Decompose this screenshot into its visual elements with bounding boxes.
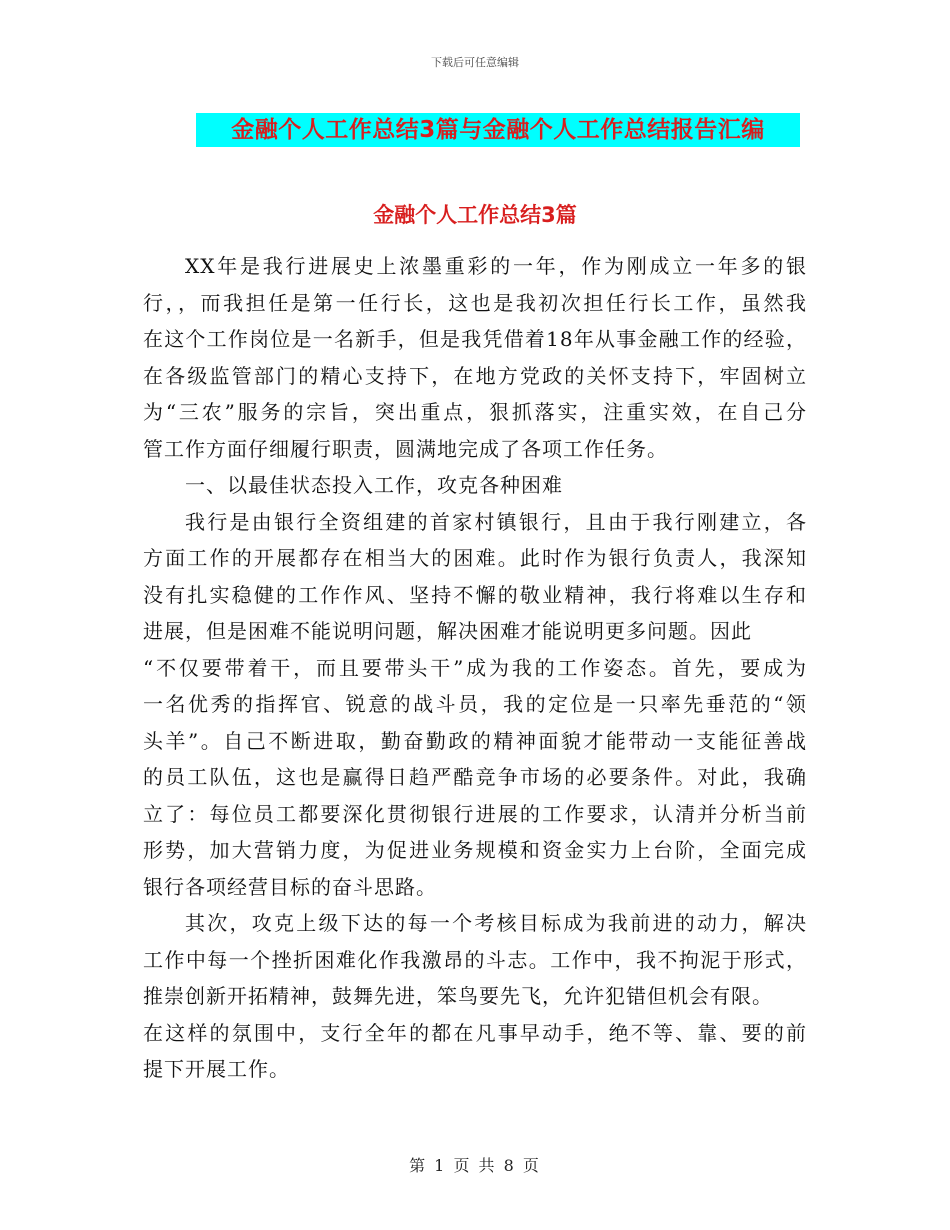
text-line: 进展，但是困难不能说明问题，解决困难才能说明更多问题。因此 xyxy=(143,619,752,643)
text-line: 一、以最佳状态投入工作，攻克各种困难 xyxy=(185,473,563,497)
text-line: 的员工队伍，这也是赢得日趋严酷竞争市场的必要条件。对此，我确 xyxy=(143,765,807,789)
body-text xyxy=(143,248,807,1088)
text-line: 为“三农”服务的宗旨，突出重点，狠抓落实，注重实效，在自己分 xyxy=(143,400,807,424)
text-line: 其次，攻克上级下达的每一个考核目标成为我前进的动力，解决 xyxy=(185,911,807,935)
text-line: 在各级监管部门的精心支持下，在地方党政的关怀支持下，牢固树立 xyxy=(143,363,807,388)
text-line: 方面工作的开展都存在相当大的困难。此时作为银行负责人，我深知 xyxy=(143,546,807,570)
text-line: 一名优秀的指挥官、锐意的战斗员，我的定位是一只率先垂范的“领 xyxy=(143,692,807,716)
text-line: 没有扎实稳健的工作作风、坚持不懈的敬业精神，我行将难以生存和 xyxy=(143,582,807,607)
text-line: 在这样的氛围中，支行全年的都在凡事早动手，绝不等、靠、要的前 xyxy=(143,1020,807,1045)
text-line: 管工作方面仔细履行职责，圆满地完成了各项工作任务。 xyxy=(143,436,668,461)
text-line: “不仅要带着干，而且要带头干”成为我的工作姿态。首先，要成为 xyxy=(143,655,807,680)
section-title: 金融个人工作总结3篇 xyxy=(373,203,577,227)
page-footer: 第 1 页 共 8 页 xyxy=(409,1156,541,1175)
text-line: 银行各项经营目标的奋斗思路。 xyxy=(143,874,437,899)
text-line: 立了：每位员工都要深化贯彻银行进展的工作要求，认清并分析当前 xyxy=(143,801,807,826)
text-line: 推崇创新开拓精神，鼓舞先进，笨鸟要先飞，允许犯错但机会有限。 xyxy=(143,984,773,1008)
document-title: 金融个人工作总结3篇与金融个人工作总结报告汇编 xyxy=(196,113,800,147)
text-line: 头羊”。自己不断进取，勤奋勤政的精神面貌才能带动一支能征善战 xyxy=(143,728,807,753)
text-line: 在这个工作岗位是一名新手，但是我凭借着18年从事金融工作的经验， xyxy=(143,327,807,351)
text-line: 我行是由银行全资组建的首家村镇银行，且由于我行刚建立，各 xyxy=(185,509,807,534)
header-note: 下载后可任意编辑 xyxy=(431,56,519,69)
text-line: 行，，而我担任是第一任行长，这也是我初次担任行长工作，虽然我 xyxy=(143,290,807,315)
text-line: 工作中每一个挫折困难化作我激昂的斗志。工作中，我不拘泥于形式， xyxy=(143,947,807,972)
text-line: XX年是我行进展史上浓墨重彩的一年，作为刚成立一年多的银 xyxy=(185,254,807,278)
text-line: 提下开展工作。 xyxy=(143,1057,290,1081)
text-line: 形势，加大营销力度，为促进业务规模和资金实力上台阶，全面完成 xyxy=(143,838,807,862)
